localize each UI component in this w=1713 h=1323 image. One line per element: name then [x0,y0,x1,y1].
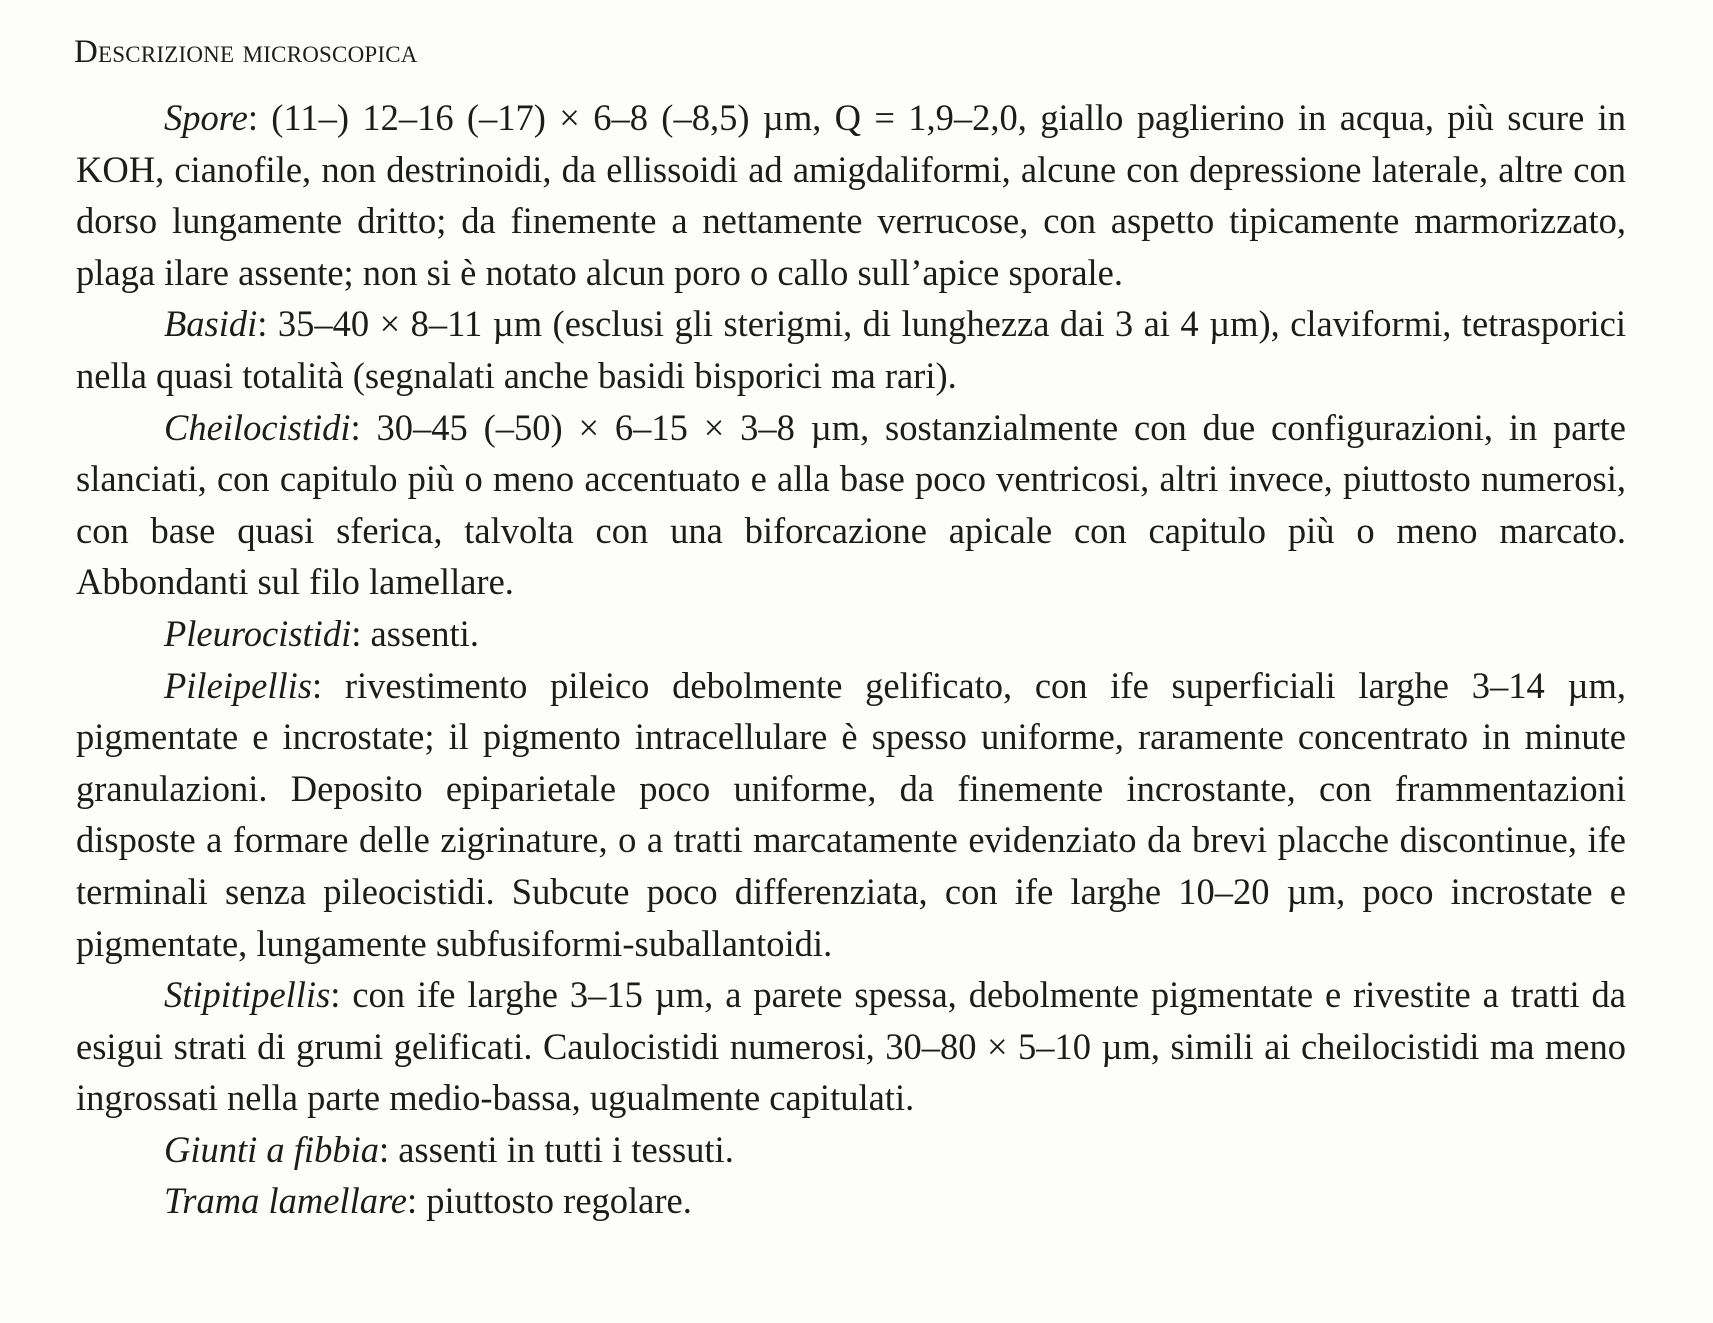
paragraph-trama-lamellare [76,1175,1626,1227]
paragraph-basidi [76,298,1626,401]
paragraph-stipitipellis [76,969,1626,1124]
term-description: : (11–) 12–16 (–17) × 6–8 (–8,5) µm, Q = 1,9–2,0, giallo paglierino in acqua, più scure in KOH, cianofile, non destrinoidi, da ellissoidi ad amigdaliformi, alcune con depressione laterale, altre con dorso lungamente dritto; da finemente a nettamente verrucose, con aspetto tipicamente marmorizzato, plaga ilare assente; non si è notato alcun poro o callo sull’apice sporale. [76,97,1626,293]
term-description: : rivestimento pileico debolmente gelificato, con ife superficiali larghe 3–14 µm, pigmentate e incrostate; il pigmento intracellulare è spesso uniforme, raramente concentrato in minute granulazioni. Deposito epiparietale poco uniforme, da finemente incrostante, con frammentazioni disposte a formare delle zigrinature, o a tratti marcatamente evidenziato da brevi placche discontinue, ife terminali senza pileocistidi. Subcute poco differenziata, con ife larghe 10–20 µm, poco incrostate e pigmentate, lungamente subfusiformi-suballantoidi. [76,664,1626,964]
term-description: : 30–45 (–50) × 6–15 × 3–8 µm, sostanzialmente con due configurazioni, in parte slanciati, con capitulo più o meno accentuato e alla base poco ventricosi, altri invece, piuttosto numerosi, con base quasi sferica, talvolta con una biforcazione apicale con capitulo più o meno marcato. Abbondanti sul filo lamellare. [76,406,1626,603]
term-label: Pileipellis [164,664,312,706]
description-body [76,92,1626,1227]
paragraph-pileipellis [76,660,1626,970]
term-label: Pleurocistidi [164,612,352,654]
paragraph-cheilocistidi [76,402,1626,608]
term-label: Giunti a fibbia [164,1128,379,1170]
term-description: : assenti in tutti i tessuti. [378,1128,734,1170]
paragraph-spore [76,92,1626,298]
section-heading: Descrizione microscopica [74,34,418,70]
term-description: : 35–40 × 8–11 µm (esclusi gli sterigmi, di lunghezza dai 3 ai 4 µm), claviformi, tetrasporici nella quasi totalità (segnalati anche basidi bisporici ma rari). [76,303,1626,396]
term-label: Stipitipellis [164,974,331,1016]
term-description: : con ife larghe 3–15 µm, a parete spessa, debolmente pigmentate e rivestite a tratti da esigui strati di grumi gelificati. Caulocistidi numerosi, 30–80 × 5–10 µm, simili ai cheilocistidi ma meno ingrossati nella parte medio-bassa, ugualmente capitulati. [76,974,1626,1119]
term-description: : piuttosto regolare. [407,1180,692,1222]
paragraph-giunti-a-fibbia [76,1124,1626,1176]
term-label: Basidi [164,303,258,345]
paragraph-pleurocistidi [76,608,1626,660]
term-label: Trama lamellare [164,1180,408,1222]
term-label: Cheilocistidi [164,406,351,448]
term-description: : assenti. [351,612,479,654]
term-label: Spore [164,97,248,138]
